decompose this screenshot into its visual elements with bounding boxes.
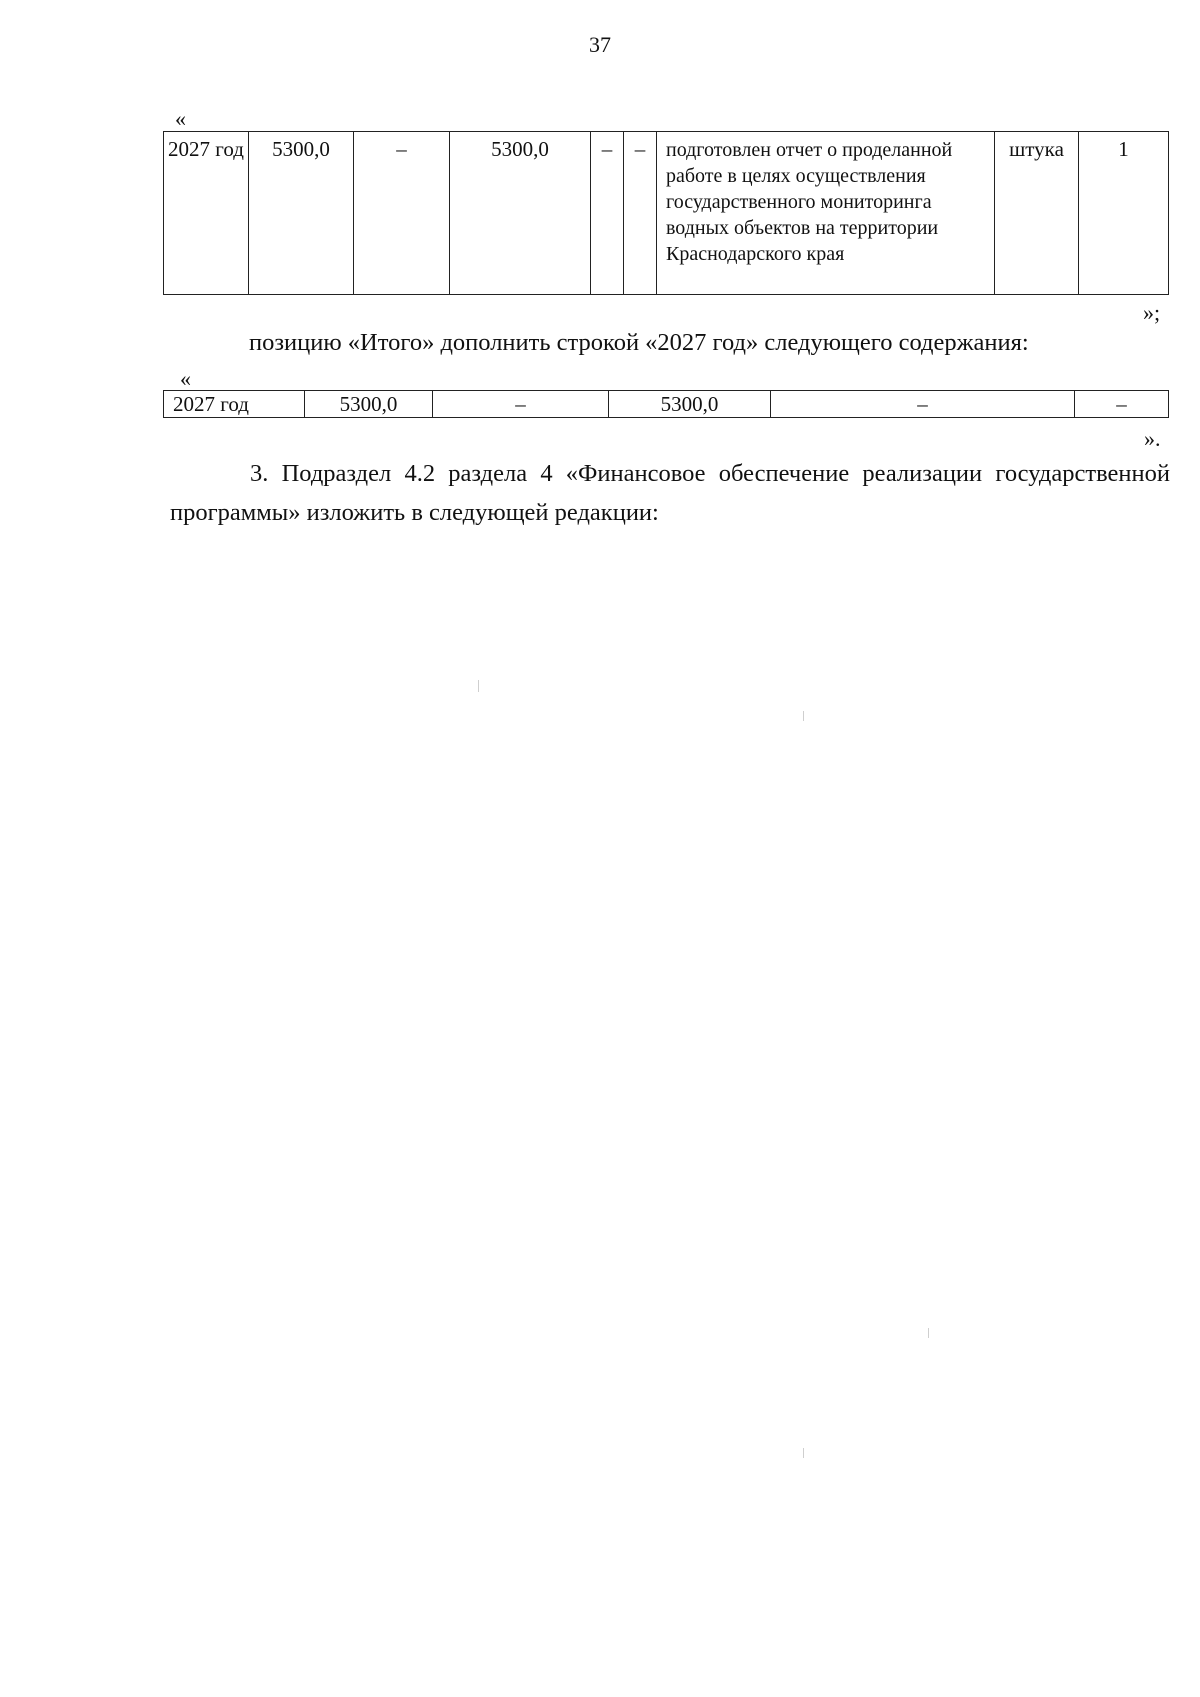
open-quote-2: « bbox=[180, 366, 191, 391]
scan-mark bbox=[928, 1328, 929, 1338]
total-cell: 5300,0 bbox=[305, 391, 433, 418]
regional-budget-cell: 5300,0 bbox=[450, 132, 591, 295]
paragraph-section-4-2: 3. Подраздел 4.2 раздела 4 «Финансовое обеспечение реализации государственной программы» изложить в следующей редакции: bbox=[170, 460, 1170, 526]
federal-budget-cell: – bbox=[433, 391, 609, 418]
year-cell: 2027 год bbox=[164, 132, 249, 295]
total-cell: 5300,0 bbox=[249, 132, 354, 295]
scan-mark bbox=[803, 711, 804, 721]
unit-cell: штука bbox=[995, 132, 1079, 295]
close-quote-1: »; bbox=[1143, 300, 1161, 325]
scan-mark bbox=[478, 680, 479, 692]
open-quote-1: « bbox=[175, 106, 186, 131]
regional-budget-cell: 5300,0 bbox=[609, 391, 771, 418]
table-row bbox=[164, 391, 1169, 418]
other-sources-cell: – bbox=[1075, 391, 1169, 418]
close-quote-2: ». bbox=[1144, 426, 1161, 451]
total-table bbox=[163, 390, 1169, 418]
local-budget-cell: – bbox=[771, 391, 1075, 418]
year-cell: 2027 год bbox=[164, 391, 305, 418]
funding-table bbox=[163, 131, 1169, 295]
value-cell: 1 bbox=[1079, 132, 1169, 295]
scan-mark bbox=[803, 1448, 804, 1458]
federal-budget-cell: – bbox=[354, 132, 450, 295]
local-budget-cell: – bbox=[591, 132, 624, 295]
table-row bbox=[164, 132, 1169, 295]
page-number: 37 bbox=[589, 32, 611, 57]
other-sources-cell: – bbox=[624, 132, 657, 295]
description-cell: подготовлен отчет о проделанной работе в целях осуществления государственного мониторинга водных объектов на территории Краснодарского края bbox=[657, 132, 995, 295]
paragraph-itogo: позицию «Итого» дополнить строкой «2027 год» следующего содержания: bbox=[249, 329, 1029, 356]
